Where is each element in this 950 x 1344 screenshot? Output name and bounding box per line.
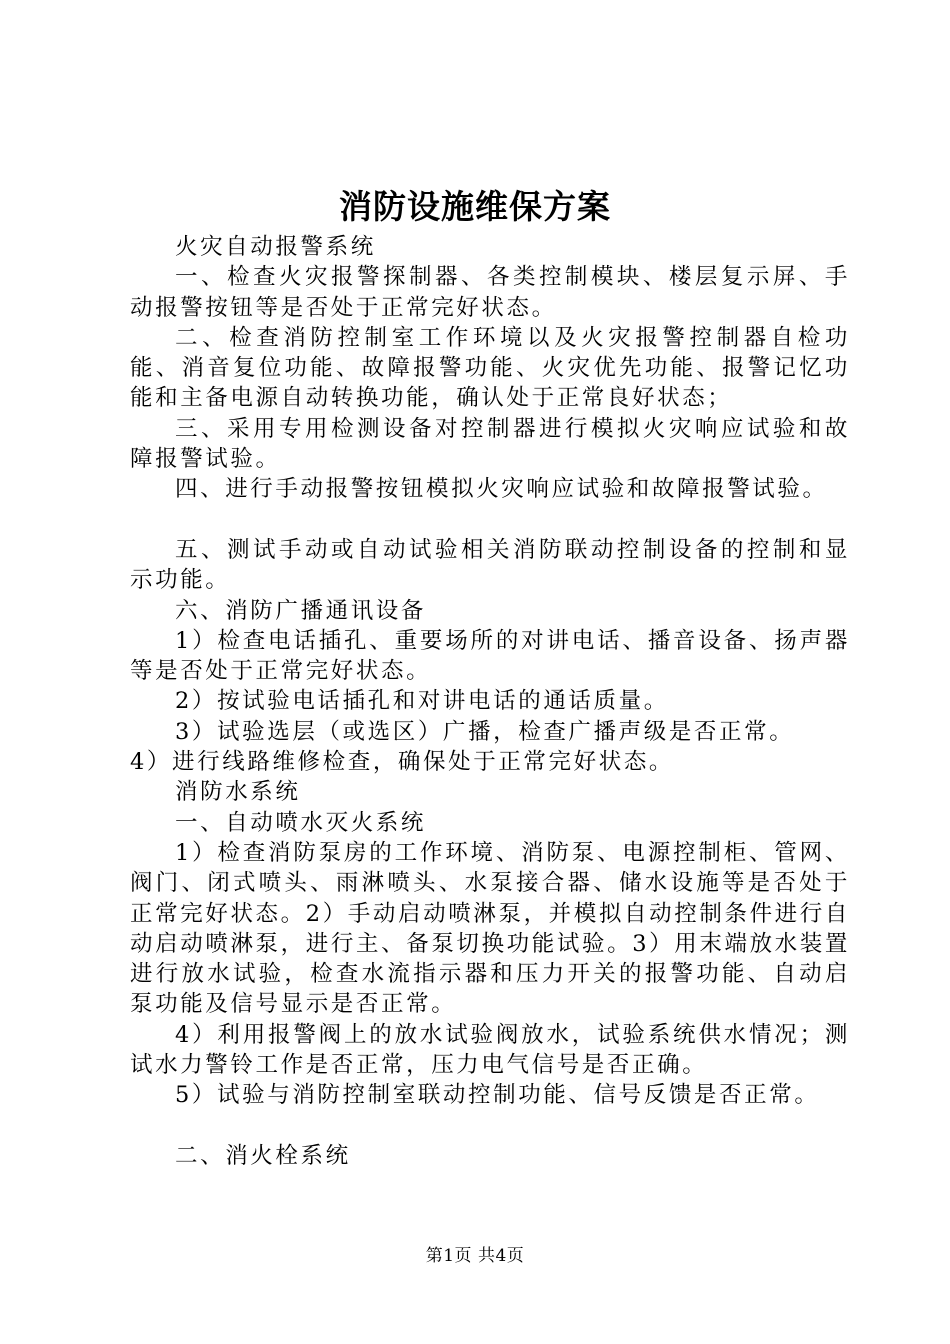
blank-line: [130, 1111, 850, 1141]
paragraph: 五、测试手动或自动试验相关消防联动控制设备的控制和显示功能。: [130, 536, 850, 594]
paragraph: 一、自动喷水灭火系统: [175, 809, 427, 836]
paragraph: 3）试验选层（或选区）广播，检查广播声级是否正常。: [175, 718, 795, 745]
paragraph: 4）进行线路维修检查，确保处于正常完好状态。: [130, 749, 675, 776]
paragraph: 1）检查电话插孔、重要场所的对讲电话、播音设备、扬声器等是否处于正常完好状态。: [130, 627, 850, 685]
section-heading-hydrant: 二、消火栓系统: [175, 1142, 351, 1169]
section-heading-water-system: 消防水系统: [175, 779, 301, 806]
section-heading-fire-alarm: 火灾自动报警系统: [175, 234, 376, 260]
document-body: [130, 232, 850, 1171]
paragraph: 1）检查消防泵房的工作环境、消防泵、电源控制柜、管网、阀门、闭式喷头、雨淋喷头、水泵接合器、储水设施等是否处于正常完好状态。2）手动启动喷淋泵，并模拟自动控制条件进行自动启动喷淋泵，进行主、备泵切换功能试验。3）用末端放水装置进行放水试验，检查水流指示器和压力开关的报警功能、自动启泵功能及信号显示是否正常。: [130, 839, 850, 1018]
page-title: 消防设施维保方案: [339, 187, 611, 226]
paragraph: 六、消防广播通讯设备: [175, 597, 427, 624]
paragraph: 三、采用专用检测设备对控制器进行模拟火灾响应试验和故障报警试验。: [130, 415, 850, 473]
paragraph: 2）按试验电话插孔和对讲电话的通话质量。: [175, 688, 669, 715]
paragraph: 4）利用报警阀上的放水试验阀放水，试验系统供水情况；测试水力警铃工作是否正常，压力电气信号是否正确。: [130, 1021, 850, 1079]
paragraph: 5）试验与消防控制室联动控制功能、信号反馈是否正常。: [175, 1082, 820, 1109]
blank-line: [130, 505, 850, 535]
page-footer: 第1页 共4页: [425, 1246, 525, 1266]
paragraph: 四、进行手动报警按钮模拟火灾响应试验和故障报警试验。: [175, 476, 828, 503]
paragraph: 二、检查消防控制室工作环境以及火灾报警控制器自检功能、消音复位功能、故障报警功能、火灾优先功能、报警记忆功能和主备电源自动转换功能，确认处于正常良好状态；: [130, 324, 850, 412]
paragraph: 一、检查火灾报警探制器、各类控制模块、楼层复示屏、手动报警按钮等是否处于正常完好状态。: [130, 264, 850, 321]
